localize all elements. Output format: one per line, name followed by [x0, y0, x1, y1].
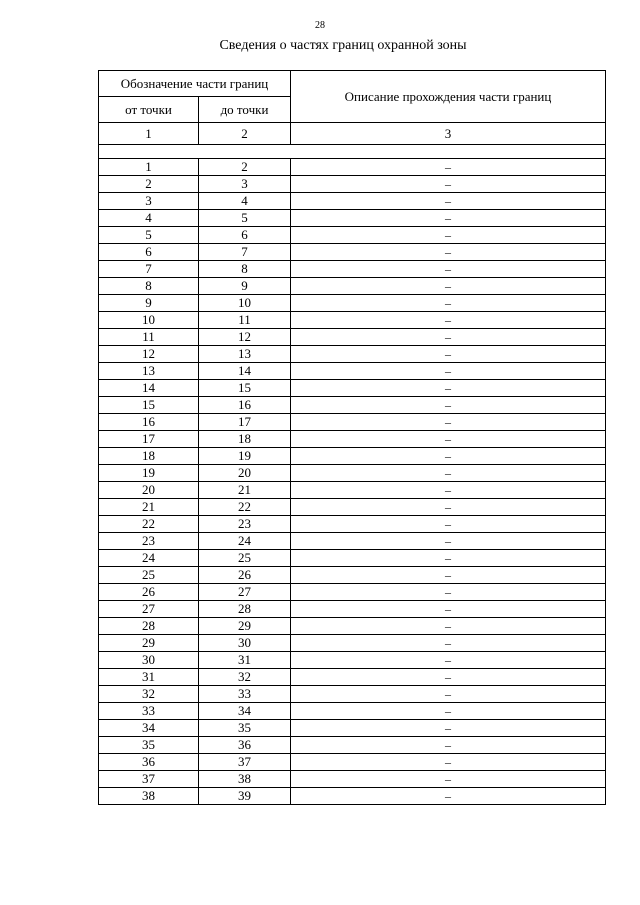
table-row — [99, 737, 606, 754]
table-row — [99, 720, 606, 737]
from-point-cell: 12 — [99, 346, 199, 363]
to-point-cell: 4 — [199, 193, 291, 210]
table-row — [99, 516, 606, 533]
column-number-3: 3 — [291, 123, 606, 145]
table-row — [99, 686, 606, 703]
from-point-cell: 4 — [99, 210, 199, 227]
table-row — [99, 261, 606, 278]
table-row — [99, 635, 606, 652]
from-point-cell: 10 — [99, 312, 199, 329]
table-row — [99, 295, 606, 312]
table-row — [99, 584, 606, 601]
table-row — [99, 329, 606, 346]
from-point-cell: 5 — [99, 227, 199, 244]
page-number: 28 — [315, 20, 325, 31]
from-point-cell: 32 — [99, 686, 199, 703]
to-point-cell: 24 — [199, 533, 291, 550]
from-point-cell: 26 — [99, 584, 199, 601]
from-point-cell: 27 — [99, 601, 199, 618]
column-number-1: 1 — [99, 123, 199, 145]
description-cell: – — [291, 176, 606, 193]
to-point-cell: 34 — [199, 703, 291, 720]
to-point-cell: 18 — [199, 431, 291, 448]
table-row — [99, 431, 606, 448]
description-cell: – — [291, 193, 606, 210]
description-cell: – — [291, 227, 606, 244]
header-description-cell: Описание прохождения части границ — [291, 71, 606, 123]
to-point-cell: 27 — [199, 584, 291, 601]
description-cell: – — [291, 295, 606, 312]
description-cell: – — [291, 516, 606, 533]
table-row — [99, 533, 606, 550]
description-cell: – — [291, 669, 606, 686]
description-cell: – — [291, 754, 606, 771]
table-row — [99, 414, 606, 431]
from-point-cell: 25 — [99, 567, 199, 584]
to-point-cell: 10 — [199, 295, 291, 312]
description-cell: – — [291, 159, 606, 176]
description-cell: – — [291, 363, 606, 380]
table-row — [99, 346, 606, 363]
description-cell: – — [291, 584, 606, 601]
table-row — [99, 312, 606, 329]
description-cell: – — [291, 244, 606, 261]
table-row — [99, 244, 606, 261]
description-cell: – — [291, 261, 606, 278]
to-point-cell: 20 — [199, 465, 291, 482]
description-cell: – — [291, 567, 606, 584]
column-number-row — [99, 123, 606, 145]
from-point-cell: 28 — [99, 618, 199, 635]
to-point-cell: 36 — [199, 737, 291, 754]
to-point-cell: 39 — [199, 788, 291, 805]
table-row — [99, 567, 606, 584]
table-row — [99, 601, 606, 618]
description-cell: – — [291, 550, 606, 567]
header-row-group — [99, 71, 606, 97]
column-number-2: 2 — [199, 123, 291, 145]
boundary-parts-table — [98, 70, 606, 805]
from-point-cell: 9 — [99, 295, 199, 312]
table-row — [99, 703, 606, 720]
from-point-cell: 30 — [99, 652, 199, 669]
to-point-cell: 31 — [199, 652, 291, 669]
from-point-cell: 18 — [99, 448, 199, 465]
description-cell: – — [291, 720, 606, 737]
from-point-cell: 6 — [99, 244, 199, 261]
to-point-cell: 14 — [199, 363, 291, 380]
table-row — [99, 363, 606, 380]
table-row — [99, 448, 606, 465]
table-row — [99, 159, 606, 176]
description-cell: – — [291, 499, 606, 516]
to-point-cell: 33 — [199, 686, 291, 703]
to-point-cell: 12 — [199, 329, 291, 346]
to-point-cell: 29 — [199, 618, 291, 635]
from-point-cell: 31 — [99, 669, 199, 686]
from-point-cell: 3 — [99, 193, 199, 210]
from-point-cell: 17 — [99, 431, 199, 448]
description-cell: – — [291, 380, 606, 397]
description-cell: – — [291, 533, 606, 550]
from-point-cell: 23 — [99, 533, 199, 550]
from-point-cell: 21 — [99, 499, 199, 516]
from-point-cell: 22 — [99, 516, 199, 533]
spacer-cell — [99, 145, 606, 159]
from-point-cell: 14 — [99, 380, 199, 397]
to-point-cell: 32 — [199, 669, 291, 686]
table-row — [99, 771, 606, 788]
to-point-cell: 7 — [199, 244, 291, 261]
table-row — [99, 193, 606, 210]
table-row — [99, 499, 606, 516]
description-cell: – — [291, 482, 606, 499]
from-point-cell: 16 — [99, 414, 199, 431]
from-point-cell: 15 — [99, 397, 199, 414]
description-cell: – — [291, 788, 606, 805]
to-point-cell: 2 — [199, 159, 291, 176]
from-point-cell: 35 — [99, 737, 199, 754]
from-point-cell: 20 — [99, 482, 199, 499]
to-point-cell: 35 — [199, 720, 291, 737]
description-cell: – — [291, 771, 606, 788]
table-row — [99, 652, 606, 669]
from-point-cell: 34 — [99, 720, 199, 737]
table-row — [99, 669, 606, 686]
from-point-cell: 19 — [99, 465, 199, 482]
from-point-cell: 29 — [99, 635, 199, 652]
header-from-cell: от точки — [99, 97, 199, 123]
to-point-cell: 22 — [199, 499, 291, 516]
to-point-cell: 15 — [199, 380, 291, 397]
header-group-cell: Обозначение части границ — [99, 71, 291, 97]
table-row — [99, 550, 606, 567]
to-point-cell: 9 — [199, 278, 291, 295]
table-row — [99, 227, 606, 244]
description-cell: – — [291, 397, 606, 414]
description-cell: – — [291, 635, 606, 652]
from-point-cell: 36 — [99, 754, 199, 771]
table-row — [99, 210, 606, 227]
from-point-cell: 11 — [99, 329, 199, 346]
to-point-cell: 3 — [199, 176, 291, 193]
from-point-cell: 33 — [99, 703, 199, 720]
table-row — [99, 278, 606, 295]
to-point-cell: 25 — [199, 550, 291, 567]
from-point-cell: 8 — [99, 278, 199, 295]
to-point-cell: 8 — [199, 261, 291, 278]
table-row — [99, 754, 606, 771]
table-row — [99, 397, 606, 414]
description-cell: – — [291, 465, 606, 482]
description-cell: – — [291, 346, 606, 363]
header-to-cell: до точки — [199, 97, 291, 123]
to-point-cell: 37 — [199, 754, 291, 771]
table-row — [99, 176, 606, 193]
to-point-cell: 23 — [199, 516, 291, 533]
table-row — [99, 618, 606, 635]
description-cell: – — [291, 686, 606, 703]
description-cell: – — [291, 601, 606, 618]
to-point-cell: 28 — [199, 601, 291, 618]
from-point-cell: 2 — [99, 176, 199, 193]
to-point-cell: 26 — [199, 567, 291, 584]
to-point-cell: 11 — [199, 312, 291, 329]
to-point-cell: 5 — [199, 210, 291, 227]
from-point-cell: 24 — [99, 550, 199, 567]
description-cell: – — [291, 703, 606, 720]
to-point-cell: 6 — [199, 227, 291, 244]
description-cell: – — [291, 737, 606, 754]
table-row — [99, 380, 606, 397]
description-cell: – — [291, 312, 606, 329]
table-row — [99, 465, 606, 482]
description-cell: – — [291, 210, 606, 227]
description-cell: – — [291, 278, 606, 295]
table-row — [99, 482, 606, 499]
from-point-cell: 38 — [99, 788, 199, 805]
description-cell: – — [291, 431, 606, 448]
from-point-cell: 13 — [99, 363, 199, 380]
to-point-cell: 19 — [199, 448, 291, 465]
description-cell: – — [291, 448, 606, 465]
from-point-cell: 1 — [99, 159, 199, 176]
spacer-row — [99, 145, 606, 159]
from-point-cell: 37 — [99, 771, 199, 788]
description-cell: – — [291, 414, 606, 431]
to-point-cell: 17 — [199, 414, 291, 431]
description-cell: – — [291, 652, 606, 669]
from-point-cell: 7 — [99, 261, 199, 278]
to-point-cell: 16 — [199, 397, 291, 414]
description-cell: – — [291, 618, 606, 635]
description-cell: – — [291, 329, 606, 346]
to-point-cell: 38 — [199, 771, 291, 788]
table-row — [99, 788, 606, 805]
page-title: Сведения о частях границ охранной зоны — [219, 38, 467, 53]
to-point-cell: 21 — [199, 482, 291, 499]
to-point-cell: 30 — [199, 635, 291, 652]
to-point-cell: 13 — [199, 346, 291, 363]
